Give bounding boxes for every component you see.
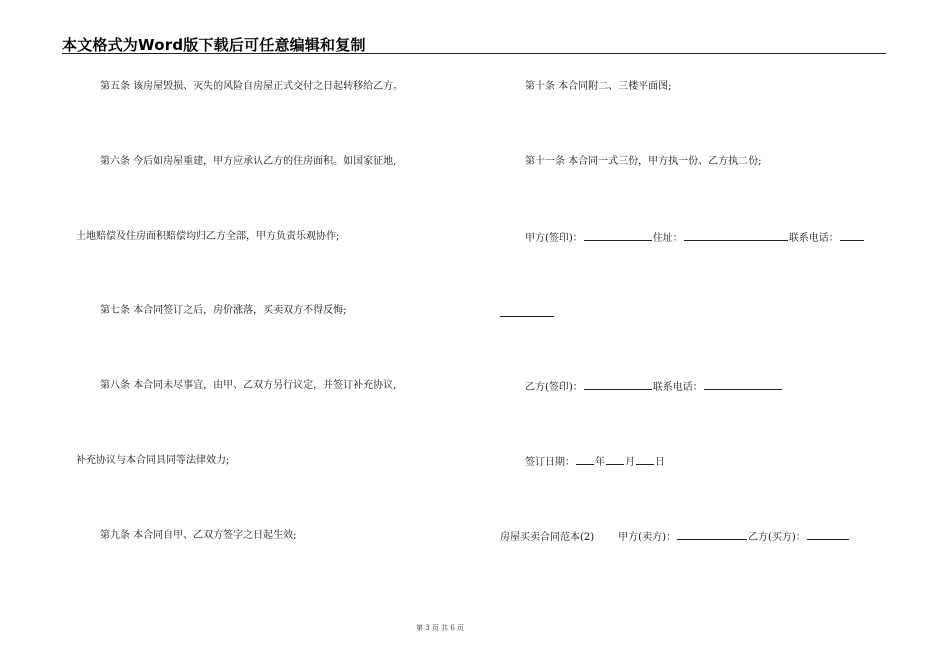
article-8-line-2: 补充协议与本合同具同等法律效力; bbox=[76, 455, 230, 466]
header-divider bbox=[62, 53, 886, 54]
year-label: 年 bbox=[595, 457, 605, 468]
article-7: 第七条 本合同签订之后，房价涨落，买卖双方不得反悔; bbox=[100, 305, 347, 316]
phone-label: 联系电话： bbox=[788, 233, 839, 244]
party-b-signature-line bbox=[525, 379, 783, 395]
page-footer: 第 3 页 共 6 页 bbox=[415, 624, 465, 632]
article-6-line-1: 第六条 今后如房屋重建，甲方应承认乙方的住房面积。如国家征地, bbox=[100, 156, 397, 167]
day-label: 日 bbox=[655, 457, 665, 468]
article-5: 第五条 该房屋毁损、灭失的风险自房屋正式交付之日起转移给乙方。 bbox=[100, 81, 404, 92]
party-a-signature-line bbox=[525, 230, 865, 246]
party-b-sign-label: 乙方(签印)： bbox=[525, 382, 583, 393]
phone-label-b: 联系电话： bbox=[652, 382, 703, 393]
address-label: 住址： bbox=[652, 233, 683, 244]
year-blank[interactable] bbox=[576, 454, 594, 465]
day-blank[interactable] bbox=[636, 454, 654, 465]
article-6-line-2: 土地赔偿及住房面积赔偿均归乙方全部，甲方负责乐观协作; bbox=[76, 231, 340, 242]
document-header-title: 本文格式为Word版下载后可任意编辑和复制 bbox=[62, 36, 366, 54]
article-10: 第十条 本合同附二、三楼平面图; bbox=[525, 81, 672, 92]
seller-label: 甲方(卖方)： bbox=[618, 532, 676, 543]
phone-blank[interactable] bbox=[840, 230, 864, 241]
phone-blank-b[interactable] bbox=[704, 379, 782, 390]
sign-date-line bbox=[525, 454, 665, 470]
party-a-sign-blank[interactable] bbox=[584, 230, 652, 241]
article-8-line-1: 第八条 本合同未尽事宜，由甲、乙双方另行议定，并签订补充协议, bbox=[100, 380, 397, 391]
party-b-sign-blank[interactable] bbox=[584, 379, 652, 390]
party-a-sign-label: 甲方(签印)： bbox=[525, 233, 583, 244]
article-9: 第九条 本合同自甲、乙双方签字之日起生效; bbox=[100, 530, 297, 541]
buyer-label: 乙方(买方)： bbox=[747, 532, 806, 543]
sign-date-label: 签订日期： bbox=[525, 457, 575, 468]
address-blank[interactable] bbox=[684, 230, 788, 241]
template-title-line bbox=[500, 529, 850, 545]
template-title: 房屋买卖合同范本(2) bbox=[500, 532, 595, 543]
article-11: 第十一条 本合同一式三份，甲方执一份、乙方执二份; bbox=[525, 156, 762, 167]
month-label: 月 bbox=[625, 457, 635, 468]
continued-blank-line[interactable] bbox=[500, 316, 554, 317]
month-blank[interactable] bbox=[606, 454, 624, 465]
buyer-blank[interactable] bbox=[807, 529, 849, 540]
seller-blank[interactable] bbox=[677, 529, 747, 540]
